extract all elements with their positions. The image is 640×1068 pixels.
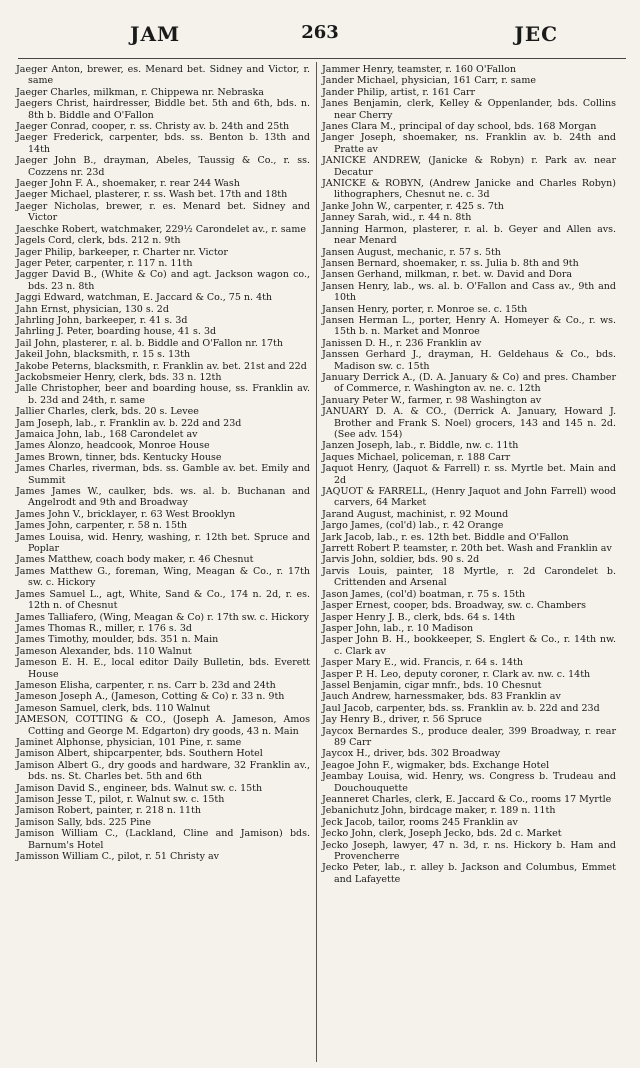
directory-entry: Janes Clara M., principal of day school, bds. 168 Morgan xyxy=(322,121,597,133)
directory-entry: Jaeger Conrad, cooper, r. ss. Christy av. b. 24th and 25th xyxy=(16,121,290,133)
directory-entry: Jagger David B., (White & Co) and agt. Jackson wagon co., bds. 23 n. 8th xyxy=(16,269,310,292)
directory-entry: Janissen D. H., r. 236 Franklin av xyxy=(322,337,482,349)
header-rule xyxy=(18,58,626,59)
directory-entry: Jark Jacob, lab., r. es. 12th bet. Biddle and O'Fallon xyxy=(322,531,569,543)
left-guide-word: JAM xyxy=(130,22,181,46)
directory-entry: Jander Philip, artist, r. 161 Carr xyxy=(322,86,476,98)
directory-entry: Jasper Ernest, cooper, bds. Broadway, sw. c. Chambers xyxy=(322,600,587,612)
directory-entry: Jeck Jacob, tailor, rooms 245 Franklin av xyxy=(322,816,518,828)
directory-entry: Jansen Gerhand, milkman, r. bet. w. David and Dora xyxy=(322,269,573,281)
directory-entry: Janning Harmon, plasterer, r. al. b. Geyer and Allen avs. near Menard xyxy=(322,223,616,247)
directory-entry: JAMESON, COTTING & CO., (Joseph A. Jameson, Amos Cotting and George M. Edgarton) dry goods, 43 n. Main xyxy=(16,714,310,737)
directory-entry: Jansen Bernard, shoemaker, r. ss. Julia b. 8th and 9th xyxy=(322,257,579,269)
directory-entry: Jaques Michael, policeman, r. 188 Carr xyxy=(322,451,511,463)
directory-entry: James Matthew, coach body maker, r. 46 Chesnut xyxy=(16,554,254,566)
directory-entry: Jameson Alexander, bds. 110 Walnut xyxy=(16,645,192,657)
directory-entry: Jaeger Frederick, carpenter, bds. ss. Benton b. 13th and 14th xyxy=(16,132,310,155)
directory-entry: Jebanichutz John, birdcage maker, r. 189 n. 11th xyxy=(322,805,556,817)
directory-entry: Jauch Andrew, harnessmaker, bds. 83 Franklin av xyxy=(322,691,561,703)
directory-entry: JANUARY D. A. & CO., (Derrick A. January, Howard J. Brother and Frank S. Noel) grocers, 143 and 145 n. 2d. (See adv. 154) xyxy=(322,406,616,440)
directory-entry: Jaeger Michael, plasterer, r. ss. Wash bet. 17th and 18th xyxy=(16,189,288,201)
directory-entry: Jam Joseph, lab., r. Franklin av. b. 22d and 23d xyxy=(16,417,242,429)
directory-entry: Jaeger Anton, brewer, es. Menard bet. Sidney and Victor, r. same xyxy=(16,64,310,87)
directory-entry: Jaeger John B., drayman, Abeles, Taussig & Co., r. ss. Cozzens nr. 23d xyxy=(16,155,310,178)
directory-entry: Jaycox H., driver, bds. 302 Broadway xyxy=(322,748,501,760)
directory-entry: JAQUOT & FARRELL, (Henry Jaquot and John Farrell) wood carvers, 64 Market xyxy=(322,486,616,509)
directory-entry: January Peter W., farmer, r. 98 Washington av xyxy=(322,394,542,406)
directory-entry: Jarrett Robert P. teamster, r. 20th bet. Wash and Franklin av xyxy=(322,543,612,555)
directory-entry: Janney Sarah, wid., r. 44 n. 8th xyxy=(322,212,472,224)
directory-entry: James John V., bricklayer, r. 63 West Brooklyn xyxy=(16,508,236,520)
directory-entry: Jahrling J. Peter, boarding house, 41 s. 3d xyxy=(16,326,217,338)
directory-entry: Jarvis John, soldier, bds. 90 s. 2d xyxy=(322,554,480,566)
directory-entry: Jamison Robert, painter, r. 218 n. 11th xyxy=(16,805,201,817)
directory-entry: Jasper John, lab., r. 10 Madison xyxy=(322,622,474,634)
directory-entry: Jail John, plasterer, r. al. b. Biddle and O'Fallon nr. 17th xyxy=(16,337,283,349)
directory-entry: Jaeschke Robert, watchmaker, 229½ Carondelet av., r. same xyxy=(16,223,306,235)
directory-entry: Jasper John B. H., bookkeeper, S. Englert & Co., r. 14th nw. c. Clark av xyxy=(322,634,616,657)
directory-entry: Jager Philip, barkeeper, r. Charter nr. Victor xyxy=(16,246,228,258)
directory-entry: Jansen Henry, porter, r. Monroe se. c. 15th xyxy=(322,303,528,315)
page-number: 263 xyxy=(301,22,339,43)
directory-entry: Jeanneret Charles, clerk, E. Jaccard & Co., rooms 17 Myrtle xyxy=(322,794,612,805)
directory-entry: January Derrick A., (D. A. January & Co) and pres. Chamber of Commerce, r. Washington av. ne. c. 12th xyxy=(322,371,616,395)
directory-entry: Jecko Peter, lab., r. alley b. Jackson and Columbus, Emmet and Lafayette xyxy=(322,862,616,885)
directory-entry: Jaeger Charles, milkman, r. Chippewa nr. Nebraska xyxy=(16,86,264,98)
column-divider xyxy=(316,62,317,1062)
directory-entry: Jamison Jesse T., pilot, r. Walnut sw. c. 15th xyxy=(16,794,225,805)
directory-entry: Jackobsmeier Henry, clerk, bds. 33 n. 12th xyxy=(16,371,222,383)
directory-entry: Jamison David S., engineer, bds. Walnut sw. c. 15th xyxy=(16,782,263,794)
directory-entry: James James W., caulker, bds. ws. al. b. Buchanan and Angelrodt and 9th and Broadway xyxy=(16,486,310,509)
directory-entry: Jamison Albert G., dry goods and hardware, 32 Franklin av., bds. ns. St. Charles bet. 5th and 6th xyxy=(16,759,310,783)
directory-entry: Jaeger John F. A., shoemaker, r. rear 244 Wash xyxy=(16,178,240,190)
directory-entry: Jammer Henry, teamster, r. 160 O'Fallon xyxy=(322,64,516,75)
directory-entry: Jameson Samuel, clerk, bds. 110 Walnut xyxy=(16,702,211,714)
directory-entry: Jason James, (col'd) boatman, r. 75 s. 15th xyxy=(322,588,526,600)
directory-entry: JANICKE & ROBYN, (Andrew Janicke and Charles Robyn) lithographers, Chesnut ne. c. 3d xyxy=(322,178,616,201)
directory-entry: Jeagoe John F., wigmaker, bds. Exchange Hotel xyxy=(322,759,550,771)
directory-entry: James Timothy, moulder, bds. 351 n. Main xyxy=(16,634,219,646)
directory-entry: JANICKE ANDREW, (Janicke & Robyn) r. Park av. near Decatur xyxy=(322,155,616,178)
directory-entry: Jaminet Alphonse, physician, 101 Pine, r. same xyxy=(16,736,242,748)
directory-entry: Jakeil John, blacksmith, r. 15 s. 13th xyxy=(16,349,191,361)
directory-entry: Jamison Sally, bds. 225 Pine xyxy=(16,816,152,828)
directory-entry: Jamisson William C., pilot, r. 51 Christy av xyxy=(16,851,220,863)
directory-entry: James Louisa, wid. Henry, washing, r. 12th bet. Spruce and Poplar xyxy=(16,531,310,555)
directory-entry: Janger Joseph, shoemaker, ns. Franklin av. b. 24th and Pratte av xyxy=(322,132,616,155)
directory-entry: Jager Peter, carpenter, r. 117 n. 11th xyxy=(16,257,193,269)
directory-entry: Jaycox Bernardes S., produce dealer, 399 Broadway, r. rear 89 Carr xyxy=(322,725,616,748)
right-column xyxy=(322,64,616,885)
directory-entry: James Charles, riverman, bds. ss. Gamble av. bet. Emily and Summit xyxy=(16,463,310,486)
directory-entry: Jasper Henry J. B., clerk, bds. 64 s. 14th xyxy=(322,611,516,623)
directory-entry: Jay Henry B., driver, r. 56 Spruce xyxy=(322,714,482,726)
directory-entry: Jeambay Louisa, wid. Henry, ws. Congress b. Trudeau and Douchouquette xyxy=(322,771,616,794)
directory-entry: Jalle Christopher, beer and boarding house, ss. Franklin av. b. 23d and 24th, r. same xyxy=(16,383,310,406)
directory-entry: Jasper Mary E., wid. Francis, r. 64 s. 14th xyxy=(322,657,523,669)
directory-entry: Jakobe Peterns, blacksmith, r. Franklin av. bet. 21st and 22d xyxy=(16,360,307,372)
directory-entry: Jameson Elisha, carpenter, r. ns. Carr b. 23d and 24th xyxy=(16,679,276,691)
directory-entry: James Alonzo, headcook, Monroe House xyxy=(16,440,210,452)
directory-entry: Jarand August, machinist, r. 92 Mound xyxy=(322,508,509,520)
directory-entry: Jamison Albert, shipcarpenter, bds. Southern Hotel xyxy=(16,748,263,760)
directory-entry: Jecko Joseph, lawyer, 47 n. 3d, r. ns. Hickory b. Ham and Provencherre xyxy=(322,839,616,863)
directory-entry: Jasper P. H. Leo, deputy coroner, r. Clark av. nw. c. 14th xyxy=(322,668,591,680)
directory-entry: Jaquot Henry, (Jaquot & Farrell) r. ss. Myrtle bet. Main and 2d xyxy=(322,463,616,486)
directory-entry: Janes Benjamin, clerk, Kelley & Oppenlander, bds. Collins near Cherry xyxy=(322,98,616,121)
left-column xyxy=(16,64,310,862)
directory-entry: Jarvis Louis, painter, 18 Myrtle, r. 2d Carondelet b. Crittenden and Arsenal xyxy=(322,565,616,589)
directory-entry: Jecko John, clerk, Joseph Jecko, bds. 2d c. Market xyxy=(322,828,562,840)
directory-entry: Jansen August, mechanic, r. 57 s. 5th xyxy=(322,246,501,258)
directory-entry: Janke John W., carpenter, r. 425 s. 7th xyxy=(322,200,504,212)
directory-entry: Jamaica John, lab., 168 Carondelet av xyxy=(16,429,198,440)
directory-entry: James Talliafero, (Wing, Meagan & Co) r. 17th sw. c. Hickory xyxy=(16,611,310,623)
directory-entry: Jallier Charles, clerk, bds. 20 s. Levee xyxy=(16,406,199,418)
directory-entry: James Samuel L., agt, White, Sand & Co., 174 n. 2d, r. es. 12th n. of Chesnut xyxy=(16,588,310,612)
directory-entry: James John, carpenter, r. 58 n. 15th xyxy=(16,520,187,532)
directory-entry: Janzen Joseph, lab., r. Biddle, nw. c. 11th xyxy=(322,440,519,452)
directory-entry: Jaul Jacob, carpenter, bds. ss. Franklin av. b. 22d and 23d xyxy=(322,702,600,714)
directory-entry: Jamison William C., (Lackland, Cline and Jamison) bds. Barnum's Hotel xyxy=(16,828,310,851)
directory-entry: Jaeger Nicholas, brewer, r. es. Menard bet. Sidney and Victor xyxy=(16,200,310,224)
directory-entry: James Brown, tinner, bds. Kentucky House xyxy=(16,451,222,463)
directory-entry: Jassel Benjamin, cigar mnfr., bds. 10 Chesnut xyxy=(322,679,542,691)
directory-entry: Jaggi Edward, watchman, E. Jaccard & Co., 75 n. 4th xyxy=(16,292,273,304)
running-header xyxy=(0,22,640,58)
directory-entry: Jahrling John, barkeeper, r. 41 s. 3d xyxy=(16,314,188,326)
directory-entry: Janssen Gerhard J., drayman, H. Geldehaus & Co., bds. Madison sw. c. 15th xyxy=(322,349,616,372)
directory-entry: Jagels Cord, clerk, bds. 212 n. 9th xyxy=(16,235,181,247)
directory-entry: Jansen Herman L., porter, Henry A. Homeyer & Co., r. ws. 15th b. n. Market and Monroe xyxy=(322,314,616,338)
directory-entry: Jameson Joseph A., (Jameson, Cotting & Co) r. 33 n. 9th xyxy=(16,691,285,703)
directory-entry: Jahn Ernst, physician, 130 s. 2d xyxy=(16,303,169,315)
directory-entry: Jargo James, (col'd) lab., r. 42 Orange xyxy=(322,520,504,532)
directory-entry: Jansen Henry, lab., ws. al. b. O'Fallon and Cass av., 9th and 10th xyxy=(322,280,616,304)
directory-entry: James Thomas R., miller, r. 176 s. 3d xyxy=(16,622,192,634)
directory-entry: Jander Michael, physician, 161 Carr, r. same xyxy=(322,75,536,87)
directory-entry: Jaegers Christ, hairdresser, Biddle bet. 5th and 6th, bds. n. 8th b. Biddle and O'Fallon xyxy=(16,98,310,121)
directory-entry: James Matthew G., foreman, Wing, Meagan & Co., r. 17th sw. c. Hickory xyxy=(16,565,310,589)
right-guide-word: JEC xyxy=(514,22,558,46)
directory-entry: Jameson E. H. E., local editor Daily Bulletin, bds. Everett House xyxy=(16,657,310,680)
